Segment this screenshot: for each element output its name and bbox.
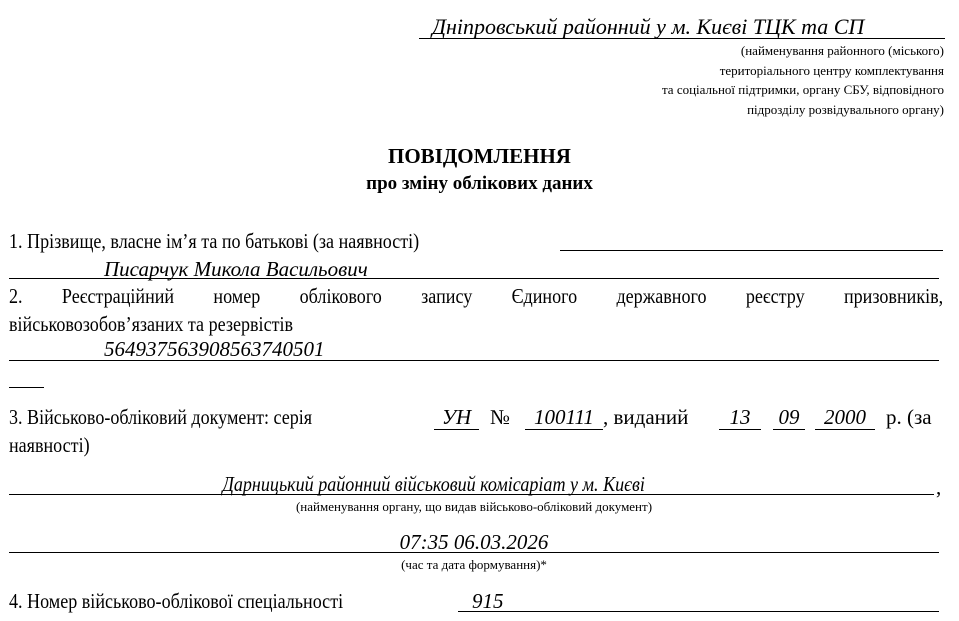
registry-number-label-line1: 2. Реєстраційний номер облікового запису Єдиного державного реєстру призовників, <box>9 284 944 308</box>
generated-at-caption: (час та дата формування)* <box>401 557 547 572</box>
registry-number-underline <box>9 360 939 361</box>
military-doc-label-line2: наявності) <box>9 433 90 457</box>
document-subtitle: про зміну облікових даних <box>366 173 593 194</box>
specialty-value: 915 <box>472 589 504 613</box>
full-name-label: 1. Прізвище, власне ім’я та по батькові (за наявності) <box>9 229 420 253</box>
generated-at-value: 07:35 06.03.2026 <box>399 530 549 554</box>
year-suffix: р. (за <box>886 405 932 429</box>
recipient-caption-line: (найменування районного (міського) <box>740 43 944 58</box>
military-doc-label: 3. Військово-обліковий документ: серія <box>9 405 313 429</box>
registry-number-label-line2: військовозобов’язаних та резервістів <box>9 312 294 336</box>
full-name-value: Писарчук Микола Васильович <box>104 257 368 281</box>
generated-at-underline <box>9 552 939 553</box>
registry-number-underline-short <box>9 387 44 388</box>
issue-year: 2000 <box>815 405 875 430</box>
full-name-underline-1 <box>560 250 943 251</box>
issuer-text: Дарницький районний військовий комісаріат у м. Києві <box>222 472 646 496</box>
military-doc-number: 100111 <box>525 405 603 430</box>
recipient-caption-line: та соціальної підтримки, органу СБУ, відповідного <box>661 82 944 97</box>
recipient-caption <box>662 41 944 119</box>
recipient-name: Дніпровський районний у м. Києві ТЦК та СП <box>432 14 865 39</box>
issuer-caption: (найменування органу, що видав військово-обліковий документ) <box>295 499 653 514</box>
document-title: ПОВІДОМЛЕННЯ <box>388 144 571 168</box>
specialty-label: 4. Номер військово-облікової спеціальності <box>9 589 344 613</box>
issue-month: 09 <box>773 405 805 430</box>
registry-number-value: 56493756390856374050​1 <box>104 337 325 361</box>
recipient-caption-line: територіального центру комплектування <box>719 62 944 78</box>
full-name-underline-2 <box>9 278 939 279</box>
recipient-caption-line: підрозділу розвідувального органу) <box>747 101 944 117</box>
military-doc-series: УН <box>434 405 479 430</box>
number-sign: № <box>490 405 511 429</box>
issuer-underline <box>9 494 934 495</box>
specialty-underline <box>458 611 939 612</box>
recipient-underline <box>419 38 945 39</box>
issue-day: 13 <box>719 405 761 430</box>
issued-label: , виданий <box>603 405 689 429</box>
issuer-comma: , <box>936 475 942 499</box>
